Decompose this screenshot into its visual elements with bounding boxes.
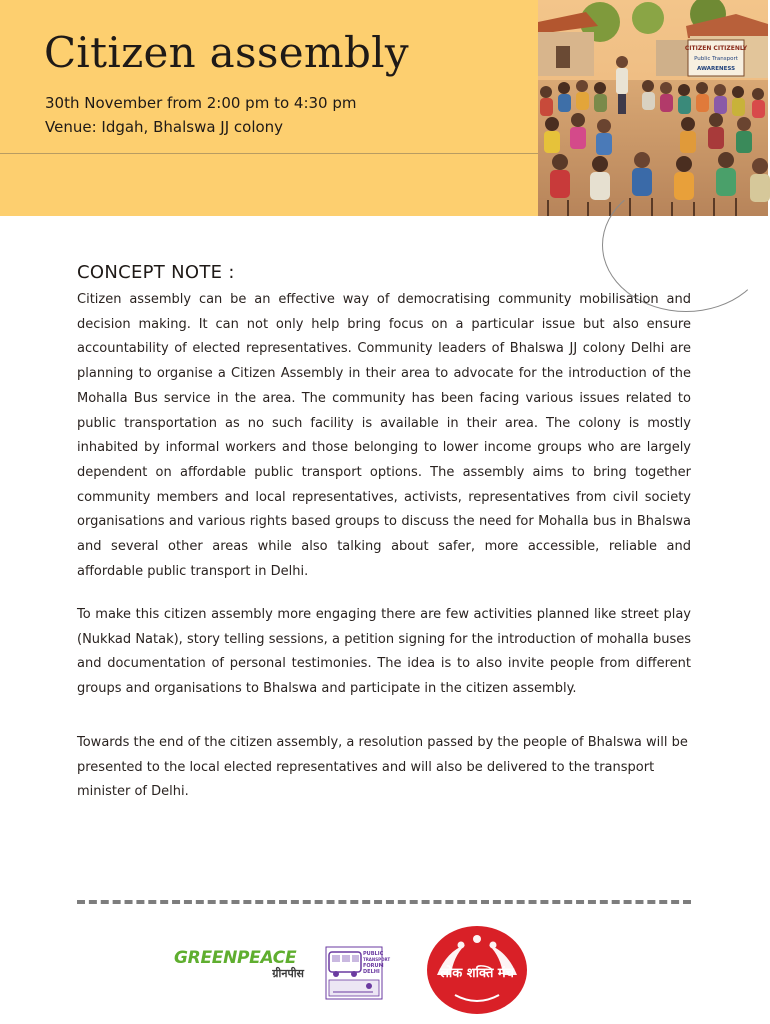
greenpeace-logo-hindi: ग्रीनपीस: [272, 967, 304, 980]
header-divider: [0, 153, 538, 154]
svg-text:AWARENESS: AWARENESS: [696, 66, 736, 72]
event-date-time: 30th November from 2:00 pm to 4:30 pm: [45, 94, 357, 112]
svg-text:PUBLIC: PUBLIC: [363, 951, 384, 957]
assembly-photo: [538, 0, 768, 216]
svg-text:DELHI: DELHI: [363, 969, 380, 975]
page-title: Citizen assembly: [44, 28, 409, 77]
concept-paragraph-1: Citizen assembly can be an effective way of democratising community mobilisation and decision making. It can not only help bring focus on a particular issue but also ensure accountability of elected representatives. Community leaders of Bhalswa JJ colony Delhi are planning to organise a Citizen Assembly in their area to advocate for the introduction of the Mohalla Bus service in the area. The community has been facing various issues related to public transportation as no such facility is available in their area. The colony is mostly inhabited by informal workers and those belonging to lower income groups who are largely dependent on affordable public transport options. The assembly aims to bring together community members and local representatives, activists, representatives from civil society organisations and various rights based groups to discuss the need for Mohalla bus in Bhalswa and several other areas while also talking about safer, more accessible, reliable and affordable public transport in Delhi.: [77, 292, 691, 579]
concept-note-heading: CONCEPT NOTE :: [77, 262, 235, 283]
svg-text:CITIZEN CITIZENLY: CITIZEN CITIZENLY: [684, 45, 748, 52]
event-venue: Venue: Idgah, Bhalswa JJ colony: [45, 118, 284, 136]
svg-text:FORUM: FORUM: [363, 963, 384, 969]
svg-text:Public Transport: Public Transport: [694, 56, 738, 62]
svg-text:TRANSPORT: TRANSPORT: [363, 957, 391, 962]
svg-text:लोक शक्ति मंच: लोक शक्ति मंच: [440, 966, 514, 981]
greenpeace-logo-text: GREENPEACE: [174, 948, 297, 968]
concept-paragraph-2: To make this citizen assembly more engaging there are few activities planned like street play (Nukkad Natak), story telling sessions, a petition signing for the introduction of mohalla buses and documentation of personal testimonies. The idea is to also invite people from different groups and organisations to Bhalswa and participate in the citizen assembly.: [77, 607, 691, 697]
public-transport-forum-logo: [325, 946, 391, 1000]
concept-paragraph-3: Towards the end of the citizen assembly, a resolution passed by the people of Bhalswa will be presented to the local elected representatives and will also be delivered to the transport minister of Delhi.: [77, 735, 688, 800]
lok-shakti-manch-logo: [425, 925, 529, 1015]
assembly-banner: [685, 40, 748, 76]
footer-dashed-divider: [77, 900, 691, 904]
greenpeace-logo: [174, 948, 308, 992]
